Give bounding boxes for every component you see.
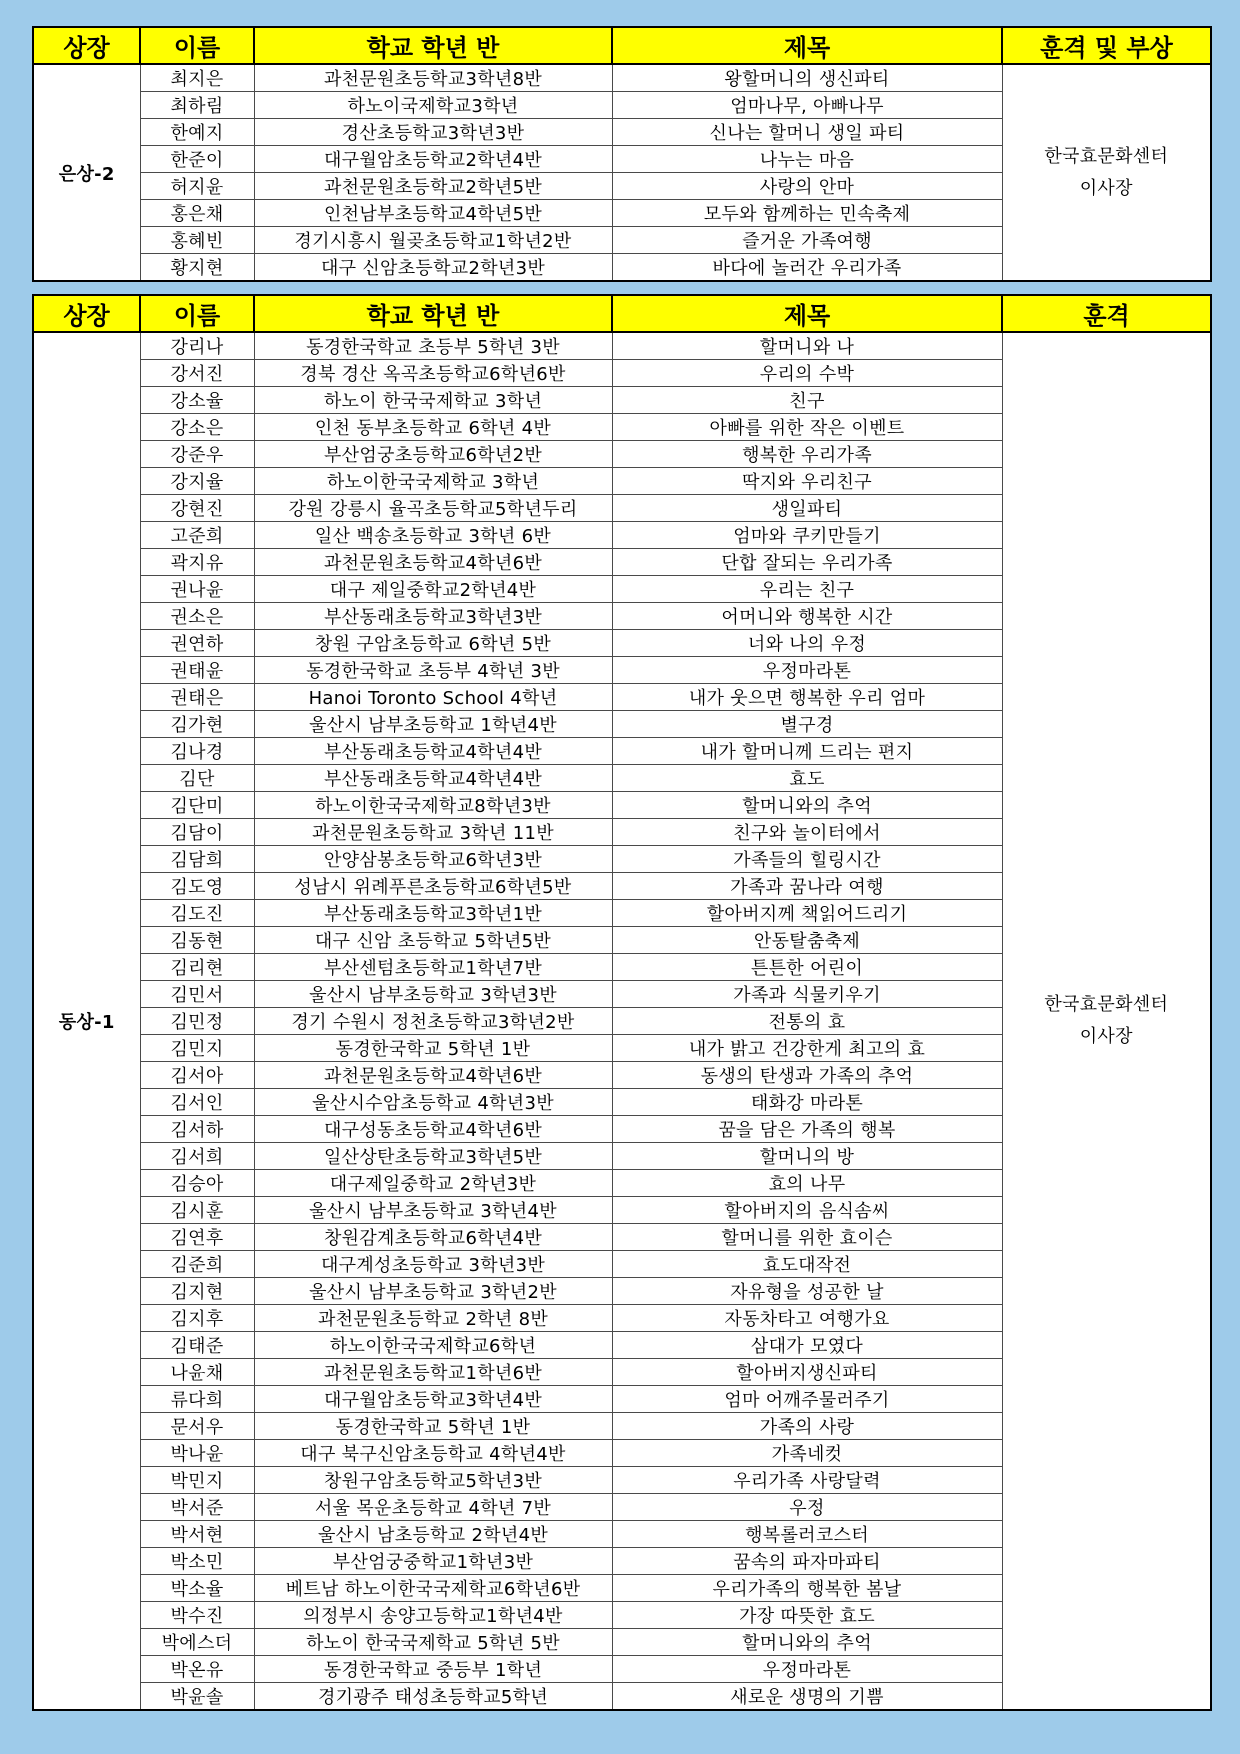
school-class-cell: 과천문원초등학교3학년8반: [254, 64, 612, 92]
student-name-cell: 박민지: [140, 1467, 254, 1494]
student-name-cell: 권나윤: [140, 576, 254, 603]
honor-line: 이사장: [1079, 1026, 1133, 1047]
school-class-cell: 창원감계초등학교6학년4반: [254, 1224, 612, 1251]
work-title-cell: 가족과 꿈나라 여행: [612, 873, 1002, 900]
student-name-cell: 권소은: [140, 603, 254, 630]
student-name-cell: 권태은: [140, 684, 254, 711]
student-name-cell: 나윤채: [140, 1359, 254, 1386]
student-name-cell: 김단: [140, 765, 254, 792]
school-class-cell: 대구 신암초등학교2학년3반: [254, 254, 612, 282]
school-class-cell: 서울 목운초등학교 4학년 7반: [254, 1494, 612, 1521]
school-class-cell: 울산시 남부초등학교 1학년4반: [254, 711, 612, 738]
honor-line: 한국효문화센터: [1044, 145, 1169, 167]
bronze-award-rows: [33, 332, 1211, 1710]
work-title-cell: 태화강 마라톤: [612, 1089, 1002, 1116]
work-title-cell: 모두와 함께하는 민속축제: [612, 200, 1002, 227]
header-grade: 상장: [33, 295, 140, 332]
school-class-cell: 부산엄궁중학교1학년3반: [254, 1548, 612, 1575]
silver-award-table: [32, 26, 1212, 282]
work-title-cell: 친구와 놀이터에서: [612, 819, 1002, 846]
student-name-cell: 김도영: [140, 873, 254, 900]
work-title-cell: 엄마 어깨주물러주기: [612, 1386, 1002, 1413]
work-title-cell: 자동차타고 여행가요: [612, 1305, 1002, 1332]
school-class-cell: 일산 백송초등학교 3학년 6반: [254, 522, 612, 549]
student-name-cell: 허지윤: [140, 173, 254, 200]
honor-cell: [1002, 64, 1211, 281]
school-class-cell: 안양삼봉초등학교6학년3반: [254, 846, 612, 873]
work-title-cell: 행복롤러코스터: [612, 1521, 1002, 1548]
work-title-cell: 우리가족의 행복한 봄날: [612, 1575, 1002, 1602]
work-title-cell: 사랑의 안마: [612, 173, 1002, 200]
header-school: 학교 학년 반: [254, 27, 612, 64]
student-name-cell: 김준희: [140, 1251, 254, 1278]
school-class-cell: 울산시수암초등학교 4학년3반: [254, 1089, 612, 1116]
student-name-cell: 김태준: [140, 1332, 254, 1359]
school-class-cell: 부산동래초등학교3학년3반: [254, 603, 612, 630]
school-class-cell: 과천문원초등학교4학년6반: [254, 549, 612, 576]
student-name-cell: 김연후: [140, 1224, 254, 1251]
school-class-cell: 과천문원초등학교1학년6반: [254, 1359, 612, 1386]
work-title-cell: 엄마와 쿠키만들기: [612, 522, 1002, 549]
school-class-cell: 대구 제일중학교2학년4반: [254, 576, 612, 603]
student-name-cell: 류다희: [140, 1386, 254, 1413]
header-title: 제목: [612, 27, 1002, 64]
student-name-cell: 홍은채: [140, 200, 254, 227]
work-title-cell: 할머니와 나: [612, 332, 1002, 360]
work-title-cell: 할머니를 위한 효이슨: [612, 1224, 1002, 1251]
school-class-cell: 부산동래초등학교4학년4반: [254, 765, 612, 792]
school-class-cell: 하노이 한국국제학교 5학년 5반: [254, 1629, 612, 1656]
student-name-cell: 김승아: [140, 1170, 254, 1197]
school-class-cell: 하노이 한국국제학교 3학년: [254, 387, 612, 414]
student-name-cell: 김동현: [140, 927, 254, 954]
student-name-cell: 강소은: [140, 414, 254, 441]
student-name-cell: 최하림: [140, 92, 254, 119]
student-name-cell: 김민서: [140, 981, 254, 1008]
student-name-cell: 김시훈: [140, 1197, 254, 1224]
school-class-cell: 대구 신암 초등학교 5학년5반: [254, 927, 612, 954]
work-title-cell: 튼튼한 어린이: [612, 954, 1002, 981]
student-name-cell: 박서준: [140, 1494, 254, 1521]
school-class-cell: Hanoi Toronto School 4학년: [254, 684, 612, 711]
work-title-cell: 바다에 놀러간 우리가족: [612, 254, 1002, 282]
header-honor: 훈격 및 부상: [1002, 27, 1211, 64]
work-title-cell: 할아버지께 책읽어드리기: [612, 900, 1002, 927]
work-title-cell: 효도: [612, 765, 1002, 792]
student-name-cell: 강서진: [140, 360, 254, 387]
work-title-cell: 행복한 우리가족: [612, 441, 1002, 468]
school-class-cell: 경기시흥시 월곶초등학교1학년2반: [254, 227, 612, 254]
work-title-cell: 우정마라톤: [612, 657, 1002, 684]
student-name-cell: 박수진: [140, 1602, 254, 1629]
work-title-cell: 내가 밝고 건강한게 최고의 효: [612, 1035, 1002, 1062]
student-name-cell: 김지후: [140, 1305, 254, 1332]
student-name-cell: 김서하: [140, 1116, 254, 1143]
student-name-cell: 김담이: [140, 819, 254, 846]
header-title: 제목: [612, 295, 1002, 332]
student-name-cell: 김담희: [140, 846, 254, 873]
school-class-cell: 대구성동초등학교4학년6반: [254, 1116, 612, 1143]
school-class-cell: 동경한국학교 5학년 1반: [254, 1035, 612, 1062]
header-name: 이름: [140, 295, 254, 332]
school-class-cell: 일산상탄초등학교3학년5반: [254, 1143, 612, 1170]
work-title-cell: 삼대가 모였다: [612, 1332, 1002, 1359]
work-title-cell: 효도대작전: [612, 1251, 1002, 1278]
student-name-cell: 김단미: [140, 792, 254, 819]
honor-line: 한국효문화센터: [1044, 994, 1169, 1015]
work-title-cell: 딱지와 우리친구: [612, 468, 1002, 495]
school-class-cell: 부산동래초등학교3학년1반: [254, 900, 612, 927]
work-title-cell: 자유형을 성공한 날: [612, 1278, 1002, 1305]
header-honor: 훈격: [1002, 295, 1211, 332]
student-name-cell: 박서현: [140, 1521, 254, 1548]
student-name-cell: 한예지: [140, 119, 254, 146]
work-title-cell: 할머니의 방: [612, 1143, 1002, 1170]
school-class-cell: 대구월암초등학교3학년4반: [254, 1386, 612, 1413]
school-class-cell: 창원 구암초등학교 6학년 5반: [254, 630, 612, 657]
work-title-cell: 나누는 마음: [612, 146, 1002, 173]
school-class-cell: 동경한국학교 5학년 1반: [254, 1413, 612, 1440]
honor-line: 이사장: [1079, 177, 1133, 199]
header-school: 학교 학년 반: [254, 295, 612, 332]
student-name-cell: 박온유: [140, 1656, 254, 1683]
student-name-cell: 강소율: [140, 387, 254, 414]
school-class-cell: 울산시 남부초등학교 3학년4반: [254, 1197, 612, 1224]
student-name-cell: 황지현: [140, 254, 254, 282]
work-title-cell: 내가 할머니께 드리는 편지: [612, 738, 1002, 765]
student-name-cell: 강지율: [140, 468, 254, 495]
work-title-cell: 할아버지의 음식솜씨: [612, 1197, 1002, 1224]
work-title-cell: 할아버지생신파티: [612, 1359, 1002, 1386]
school-class-cell: 대구 북구신암초등학교 4학년4반: [254, 1440, 612, 1467]
student-name-cell: 박에스더: [140, 1629, 254, 1656]
work-title-cell: 신나는 할머니 생일 파티: [612, 119, 1002, 146]
work-title-cell: 아빠를 위한 작은 이벤트: [612, 414, 1002, 441]
work-title-cell: 꿈속의 파자마파티: [612, 1548, 1002, 1575]
school-class-cell: 하노이한국국제학교 3학년: [254, 468, 612, 495]
bronze-award-table: [32, 294, 1212, 1711]
student-name-cell: 곽지유: [140, 549, 254, 576]
school-class-cell: 하노이국제학교3학년: [254, 92, 612, 119]
student-name-cell: 홍혜빈: [140, 227, 254, 254]
header-grade: 상장: [33, 27, 140, 64]
school-class-cell: 하노이한국국제학교8학년3반: [254, 792, 612, 819]
school-class-cell: 동경한국학교 초등부 5학년 3반: [254, 332, 612, 360]
student-name-cell: 권태윤: [140, 657, 254, 684]
student-name-cell: 김민정: [140, 1008, 254, 1035]
student-name-cell: 강준우: [140, 441, 254, 468]
header-row: [33, 27, 1211, 64]
school-class-cell: 부산동래초등학교4학년4반: [254, 738, 612, 765]
school-class-cell: 과천문원초등학교 2학년 8반: [254, 1305, 612, 1332]
work-title-cell: 어머니와 행복한 시간: [612, 603, 1002, 630]
honor-cell: [1002, 332, 1211, 1710]
school-class-cell: 의정부시 송양고등학교1학년4반: [254, 1602, 612, 1629]
student-name-cell: 문서우: [140, 1413, 254, 1440]
school-class-cell: 경기광주 태성초등학교5학년: [254, 1683, 612, 1711]
school-class-cell: 과천문원초등학교 3학년 11반: [254, 819, 612, 846]
work-title-cell: 친구: [612, 387, 1002, 414]
award-grade-cell: 은상-2: [33, 64, 140, 281]
work-title-cell: 가족의 사랑: [612, 1413, 1002, 1440]
student-name-cell: 강리나: [140, 332, 254, 360]
work-title-cell: 우리는 친구: [612, 576, 1002, 603]
student-name-cell: 김나경: [140, 738, 254, 765]
work-title-cell: 꿈을 담은 가족의 행복: [612, 1116, 1002, 1143]
school-class-cell: 베트남 하노이한국국제학교6학년6반: [254, 1575, 612, 1602]
work-title-cell: 내가 웃으면 행복한 우리 엄마: [612, 684, 1002, 711]
work-title-cell: 새로운 생명의 기쁨: [612, 1683, 1002, 1711]
work-title-cell: 효의 나무: [612, 1170, 1002, 1197]
silver-award-rows: [33, 64, 1211, 281]
student-name-cell: 한준이: [140, 146, 254, 173]
student-name-cell: 최지은: [140, 64, 254, 92]
student-name-cell: 박소민: [140, 1548, 254, 1575]
work-title-cell: 너와 나의 우정: [612, 630, 1002, 657]
work-title-cell: 가장 따뜻한 효도: [612, 1602, 1002, 1629]
student-name-cell: 김서아: [140, 1062, 254, 1089]
student-name-cell: 권연하: [140, 630, 254, 657]
school-class-cell: 대구제일중학교 2학년3반: [254, 1170, 612, 1197]
work-title-cell: 엄마나무, 아빠나무: [612, 92, 1002, 119]
header-row: [33, 295, 1211, 332]
school-class-cell: 인천남부초등학교4학년5반: [254, 200, 612, 227]
work-title-cell: 가족과 식물키우기: [612, 981, 1002, 1008]
school-class-cell: 대구계성초등학교 3학년3반: [254, 1251, 612, 1278]
school-class-cell: 동경한국학교 초등부 4학년 3반: [254, 657, 612, 684]
school-class-cell: 경기 수원시 정천초등학교3학년2반: [254, 1008, 612, 1035]
student-name-cell: 박윤솔: [140, 1683, 254, 1711]
work-title-cell: 할머니와의 추억: [612, 1629, 1002, 1656]
school-class-cell: 대구월암초등학교2학년4반: [254, 146, 612, 173]
student-name-cell: 박나윤: [140, 1440, 254, 1467]
work-title-cell: 생일파티: [612, 495, 1002, 522]
work-title-cell: 가족들의 힐링시간: [612, 846, 1002, 873]
school-class-cell: 울산시 남부초등학교 3학년2반: [254, 1278, 612, 1305]
school-class-cell: 성남시 위례푸른초등학교6학년5반: [254, 873, 612, 900]
work-title-cell: 안동탈춤축제: [612, 927, 1002, 954]
school-class-cell: 강원 강릉시 율곡초등학교5학년두리: [254, 495, 612, 522]
school-class-cell: 창원구암초등학교5학년3반: [254, 1467, 612, 1494]
table-row: [33, 64, 1211, 92]
school-class-cell: 동경한국학교 중등부 1학년: [254, 1656, 612, 1683]
work-title-cell: 전통의 효: [612, 1008, 1002, 1035]
work-title-cell: 가족네컷: [612, 1440, 1002, 1467]
school-class-cell: 부산엄궁초등학교6학년2반: [254, 441, 612, 468]
student-name-cell: 김민지: [140, 1035, 254, 1062]
school-class-cell: 과천문원초등학교2학년5반: [254, 173, 612, 200]
work-title-cell: 즐거운 가족여행: [612, 227, 1002, 254]
header-name: 이름: [140, 27, 254, 64]
student-name-cell: 강현진: [140, 495, 254, 522]
work-title-cell: 동생의 탄생과 가족의 추억: [612, 1062, 1002, 1089]
table-row: [33, 332, 1211, 360]
student-name-cell: 김리현: [140, 954, 254, 981]
student-name-cell: 김지현: [140, 1278, 254, 1305]
school-class-cell: 울산시 남초등학교 2학년4반: [254, 1521, 612, 1548]
school-class-cell: 하노이한국국제학교6학년: [254, 1332, 612, 1359]
student-name-cell: 김도진: [140, 900, 254, 927]
student-name-cell: 김가현: [140, 711, 254, 738]
school-class-cell: 울산시 남부초등학교 3학년3반: [254, 981, 612, 1008]
work-title-cell: 할머니와의 추억: [612, 792, 1002, 819]
student-name-cell: 박소율: [140, 1575, 254, 1602]
school-class-cell: 경산초등학교3학년3반: [254, 119, 612, 146]
student-name-cell: 김서인: [140, 1089, 254, 1116]
work-title-cell: 우정: [612, 1494, 1002, 1521]
work-title-cell: 단합 잘되는 우리가족: [612, 549, 1002, 576]
work-title-cell: 우리가족 사랑달력: [612, 1467, 1002, 1494]
work-title-cell: 우정마라톤: [612, 1656, 1002, 1683]
work-title-cell: 별구경: [612, 711, 1002, 738]
student-name-cell: 김서희: [140, 1143, 254, 1170]
school-class-cell: 과천문원초등학교4학년6반: [254, 1062, 612, 1089]
award-grade-cell: 동상-1: [33, 332, 140, 1710]
student-name-cell: 고준희: [140, 522, 254, 549]
school-class-cell: 경북 경산 옥곡초등학교6학년6반: [254, 360, 612, 387]
school-class-cell: 부산센텀초등학교1학년7반: [254, 954, 612, 981]
work-title-cell: 우리의 수박: [612, 360, 1002, 387]
school-class-cell: 인천 동부초등학교 6학년 4반: [254, 414, 612, 441]
work-title-cell: 왕할머니의 생신파티: [612, 64, 1002, 92]
